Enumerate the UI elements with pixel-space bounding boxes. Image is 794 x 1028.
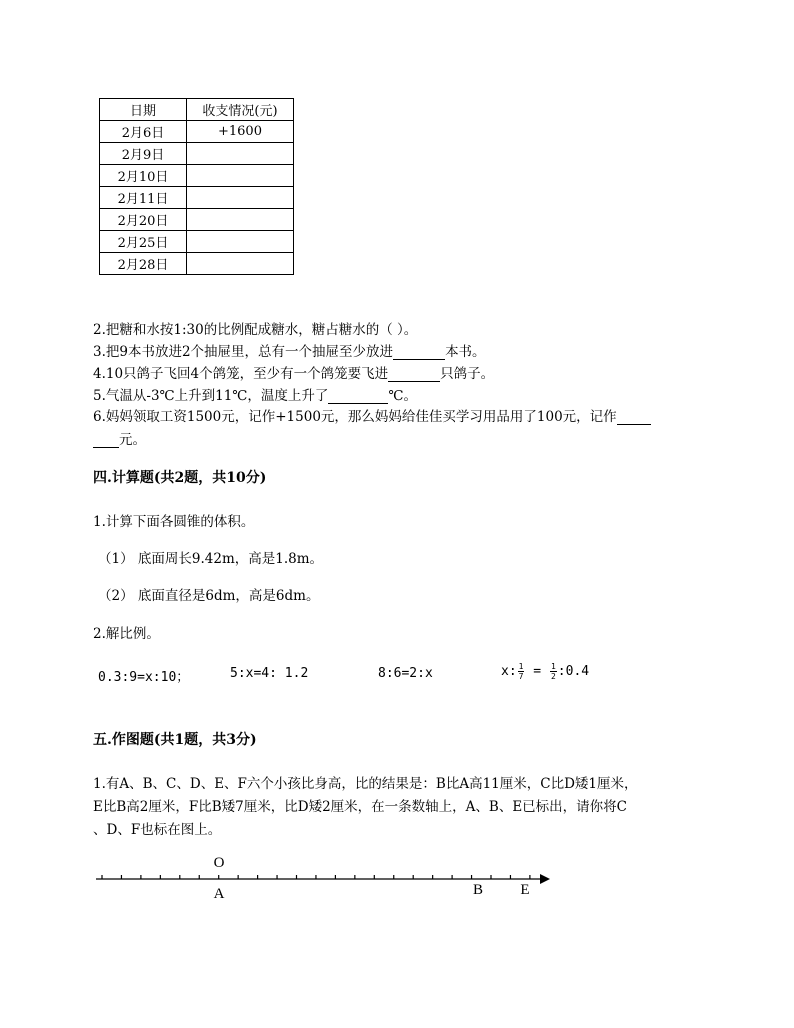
question-5-suffix: ℃。 <box>388 388 418 404</box>
answer-blank[interactable] <box>93 435 119 448</box>
s5-question-1-line-1: 1.有A、B、C、D、E、F六个小孩比身高，比的结果是：B比A高11厘米，C比D矮1厘米， <box>93 776 638 792</box>
question-6 <box>93 405 651 425</box>
s5-question-1-line-2: E比B高2厘米，F比B矮7厘米，比D矮2厘米，在一条数轴上，A、B、E已标出，请你将C <box>93 799 628 815</box>
section-4-title: 四.计算题(共2题，共10分) <box>93 470 267 486</box>
question-4-suffix: 只鸽子。 <box>440 366 495 382</box>
question-2 <box>93 318 417 338</box>
header-amount: 收支情况(元) <box>187 99 294 121</box>
equals-sign: = <box>525 664 549 679</box>
table-row <box>100 121 294 143</box>
point-label-a: A <box>213 886 225 902</box>
row-value <box>187 143 294 165</box>
point-label-b: B <box>472 882 484 898</box>
equation-4-suffix: :0.4 <box>557 664 590 679</box>
s5-question-1-line-3: 、D、F也标在图上。 <box>93 822 222 838</box>
row-value <box>187 209 294 231</box>
table-row <box>100 231 294 253</box>
question-4-text: 4.10只鸽子飞回4个鸽笼，至少有一个鸽笼要飞进 <box>93 366 389 382</box>
question-5-text: 5.气温从-3℃上升到11℃，温度上升了 <box>93 388 329 404</box>
section-5-title: 五.作图题(共1题，共3分) <box>93 732 257 748</box>
question-3 <box>93 340 486 360</box>
s4-question-1-2: （2） 底面直径是6dm，高是6dm。 <box>98 588 320 604</box>
question-3-suffix: 本书。 <box>445 344 486 360</box>
answer-blank[interactable] <box>388 369 440 382</box>
s4-question-1: 1.计算下面各圆锥的体积。 <box>93 514 255 530</box>
question-6-text: 6.妈妈领取工资1500元，记作+1500元，那么妈妈给佳佳买学习用品用了100元，记作 <box>93 409 617 425</box>
table-row <box>100 209 294 231</box>
fraction-one-seventh <box>518 662 525 681</box>
equation-4 <box>501 662 589 681</box>
question-3-text: 3.把9本书放进2个抽屉里，总有一个抽屉至少放进 <box>93 344 394 360</box>
row-value <box>187 187 294 209</box>
row-value <box>187 231 294 253</box>
question-6-suffix: 元。 <box>119 432 146 448</box>
row-date: 2月6日 <box>100 121 187 143</box>
row-date: 2月9日 <box>100 143 187 165</box>
row-date: 2月11日 <box>100 187 187 209</box>
answer-blank[interactable] <box>617 412 651 425</box>
number-line[interactable] <box>90 850 560 905</box>
row-date: 2月10日 <box>100 165 187 187</box>
table-row <box>100 143 294 165</box>
fraction-denominator: 7 <box>518 672 524 681</box>
answer-blank[interactable] <box>328 391 388 404</box>
question-2-text: 2.把糖和水按1:30的比例配成糖水，糖占糖水的（ ）。 <box>93 322 418 338</box>
equation-2: 5:x=4: 1.2 <box>230 666 309 681</box>
fraction-numerator: 1 <box>550 662 556 671</box>
point-label-e: E <box>520 882 530 898</box>
question-6-cont <box>93 428 146 448</box>
table-row <box>100 187 294 209</box>
s4-question-2: 2.解比例。 <box>93 626 160 642</box>
question-5 <box>93 384 417 404</box>
row-date: 2月28日 <box>100 253 187 275</box>
row-date: 2月25日 <box>100 231 187 253</box>
equation-1: 0.3:9=x:10； <box>98 670 190 685</box>
origin-label: O <box>213 855 225 871</box>
header-date: 日期 <box>100 99 187 121</box>
fraction-one-half <box>550 662 557 681</box>
answer-blank[interactable] <box>393 347 445 360</box>
equation-4-prefix: x: <box>501 664 517 679</box>
equation-3: 8:6=2:x <box>378 666 433 681</box>
row-value <box>187 165 294 187</box>
arrow-head-icon <box>540 874 550 884</box>
income-expense-table <box>99 98 294 275</box>
s4-question-1-1: （1） 底面周长9.42m，高是1.8m。 <box>98 551 324 567</box>
fraction-numerator: 1 <box>518 662 524 671</box>
row-value <box>187 253 294 275</box>
row-value: +1600 <box>187 121 294 143</box>
row-date: 2月20日 <box>100 209 187 231</box>
fraction-denominator: 2 <box>550 672 556 681</box>
question-4 <box>93 362 494 382</box>
table-row <box>100 253 294 275</box>
table-header-row <box>100 99 294 121</box>
table-row <box>100 165 294 187</box>
